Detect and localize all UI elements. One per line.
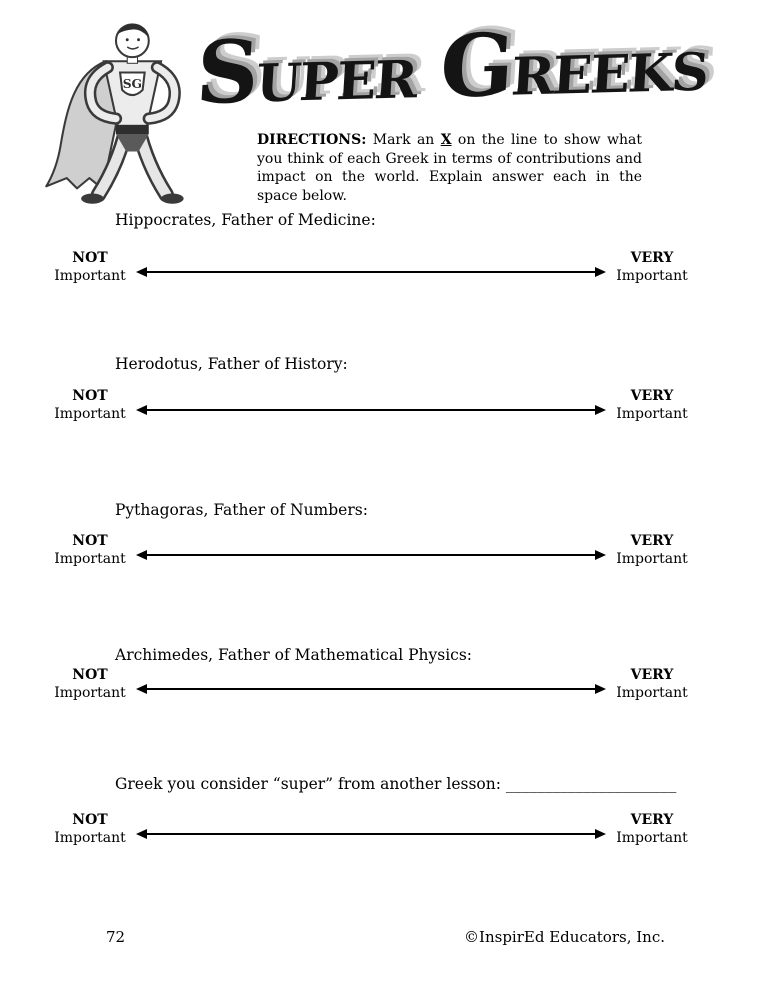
scale-line-rule	[146, 554, 596, 556]
scale-line-rule	[146, 409, 596, 411]
logo-word1-rest: UPER	[254, 49, 418, 115]
scale-heading-writein: Greek you consider “super” from another lesson: ______________________	[115, 775, 677, 793]
very-label: VERY	[630, 388, 674, 404]
directions-paragraph	[257, 131, 642, 205]
right-arrowhead-icon	[595, 684, 606, 694]
scale-right-label	[612, 249, 692, 285]
important-label: Important	[616, 830, 688, 846]
directions-text-before-x: Mark an	[366, 132, 441, 148]
logo-word2-initial: G	[437, 14, 516, 118]
superhero-illustration	[28, 10, 206, 215]
scale-left-label	[50, 387, 130, 423]
scale-right-label	[612, 387, 692, 423]
scale-left-label	[50, 811, 130, 847]
very-label: VERY	[630, 533, 674, 549]
scale-heading-hippocrates: Hippocrates, Father of Medicine:	[115, 211, 376, 229]
important-label: Important	[616, 406, 688, 422]
very-label: VERY	[630, 667, 674, 683]
not-label: NOT	[72, 667, 108, 683]
right-arrowhead-icon	[595, 829, 606, 839]
important-label: Important	[54, 406, 126, 422]
scale-heading-pythagoras: Pythagoras, Father of Numbers:	[115, 501, 368, 519]
scale-left-label	[50, 249, 130, 285]
scale-line-rule	[146, 688, 596, 690]
scale-heading-archimedes: Archimedes, Father of Mathematical Physics:	[115, 646, 473, 664]
rating-scale-hippocrates	[50, 249, 692, 285]
directions-label: DIRECTIONS:	[257, 132, 367, 148]
important-label: Important	[54, 685, 126, 701]
chest-emblem-text: SG	[122, 75, 143, 91]
important-label: Important	[616, 551, 688, 567]
right-arrowhead-icon	[595, 267, 606, 277]
logo-word1-initial: S	[193, 21, 260, 125]
scale-right-label	[612, 532, 692, 568]
scale-right-label	[612, 811, 692, 847]
scale-right-label	[612, 666, 692, 702]
directions-x-mark: X	[440, 132, 452, 148]
scale-left-label	[50, 666, 130, 702]
not-label: NOT	[72, 250, 108, 266]
important-label: Important	[616, 685, 688, 701]
rating-scale-writein	[50, 811, 692, 847]
page-number: 72	[106, 928, 126, 946]
rating-line	[136, 684, 606, 694]
directions-text-after-x: on the line to show what you think of each Greek in terms of contributions and impact on the world. Explain answer each in the space below.	[257, 132, 642, 204]
rating-scale-archimedes	[50, 666, 692, 702]
logo-title	[192, 11, 711, 148]
rating-scale-herodotus	[50, 387, 692, 423]
copyright-notice: ©InspirEd Educators, Inc.	[464, 928, 665, 946]
rating-scale-pythagoras	[50, 532, 692, 568]
scale-heading-herodotus: Herodotus, Father of History:	[115, 355, 348, 373]
not-label: NOT	[72, 388, 108, 404]
logo-word2-rest: REEKS	[509, 41, 709, 108]
not-label: NOT	[72, 533, 108, 549]
important-label: Important	[54, 268, 126, 284]
important-label: Important	[54, 551, 126, 567]
scale-line-rule	[146, 271, 596, 273]
important-label: Important	[54, 830, 126, 846]
rating-line	[136, 829, 606, 839]
rating-line	[136, 405, 606, 415]
very-label: VERY	[630, 250, 674, 266]
very-label: VERY	[630, 812, 674, 828]
important-label: Important	[616, 268, 688, 284]
not-label: NOT	[72, 812, 108, 828]
scale-line-rule	[146, 833, 596, 835]
rating-line	[136, 267, 606, 277]
scale-left-label	[50, 532, 130, 568]
right-arrowhead-icon	[595, 550, 606, 560]
rating-line	[136, 550, 606, 560]
right-arrowhead-icon	[595, 405, 606, 415]
